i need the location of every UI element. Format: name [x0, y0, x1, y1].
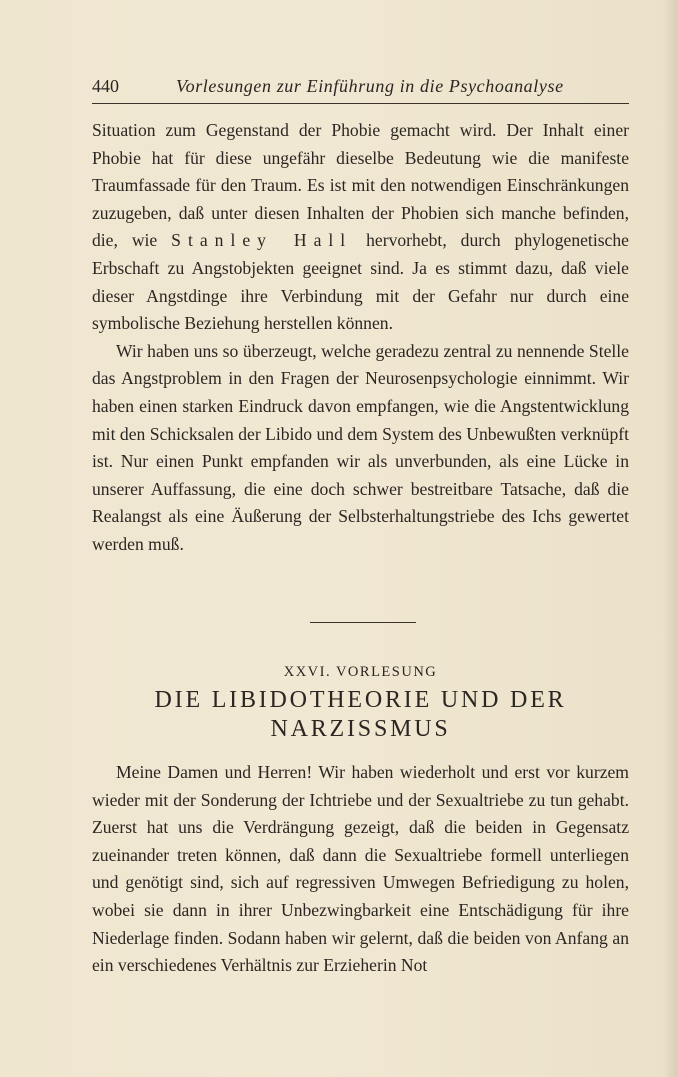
lecture-number: XXVI. VORLESUNG — [283, 664, 438, 680]
chapter-title-line-1: DIE LIBIDOTHEORIE UND DER — [154, 687, 567, 713]
page-edge-shadow — [663, 0, 677, 1077]
chapter-title — [92, 686, 629, 744]
chapter-title-line-2: NARZISSMUS — [270, 716, 451, 742]
text-block-bottom — [92, 759, 629, 980]
text-block-top — [92, 117, 629, 559]
paragraph-anxiety-problem: Wir haben uns so überzeugt, welche geradezu zentral zu nennende Stelle das Angstproblem in den Fragen der Neurosenpsychologie einnimmt. Wir haben einen starken Eindruck davon empfangen, wie die Angstentwicklung mit den Schicksalen der Libido und dem System des Unbewußten verknüpft ist. Nur einen Punkt empfanden wir als unverbunden, als eine Lücke in unserer Auffassung, die eine doch schwer bestreitbare Tatsache, daß die Realangst als eine Äußerung der Selbsterhaltungstriebe des Ichs gewertet werden muß. — [92, 340, 629, 554]
page-number: 440 — [92, 76, 119, 96]
section-divider — [310, 622, 416, 623]
running-title: Vorlesungen zur Einführung in die Psychoanalyse — [176, 76, 564, 96]
spaced-name: Stanley Hall — [171, 230, 353, 251]
paragraph-libido-theory: Meine Damen und Herren! Wir haben wiederholt und erst vor kurzem wieder mit der Sonderung der Ichtriebe und der Sexualtriebe zu tun gehabt. Zuerst hat uns die Verdrängung gezeigt, daß die beiden in Gegensatz zueinander treten können, daß dann die Sexualtriebe formell unterliegen und genötigt sind, sich auf regressiven Umwegen Befriedigung zu holen, wobei sie dann in ihrer Unbezwingbarkeit eine Entschädigung für ihre Niederlage finden. Sodann haben wir gelernt, daß die beiden von Anfang an ein verschiedenes Verhältnis zur Erzieherin Not — [92, 762, 629, 976]
paragraph-text: hervorhebt, durch phylogenetische Erbschaft zu Angstobjekten geeignet sind. Ja es stimmt dazu, daß viele dieser Angstdinge ihre Verbindung mit der Gefahr nur durch eine symbolische Beziehung herstellen können. — [92, 230, 629, 334]
paragraph-text: Situation zum Gegenstand der Phobie gemacht wird. Der Inhalt einer Phobie hat für diese ungefähr dieselbe Bedeutung wie die manifeste Traumfassade für den Traum. Es ist mit den notwendigen Einschränkungen zuzugeben, daß unter diesen Inhalten der Phobien sich manche befinden, die, wie — [92, 120, 629, 251]
running-header — [92, 76, 629, 104]
header-rule — [92, 103, 629, 104]
paragraph-phobia-content — [92, 117, 629, 338]
